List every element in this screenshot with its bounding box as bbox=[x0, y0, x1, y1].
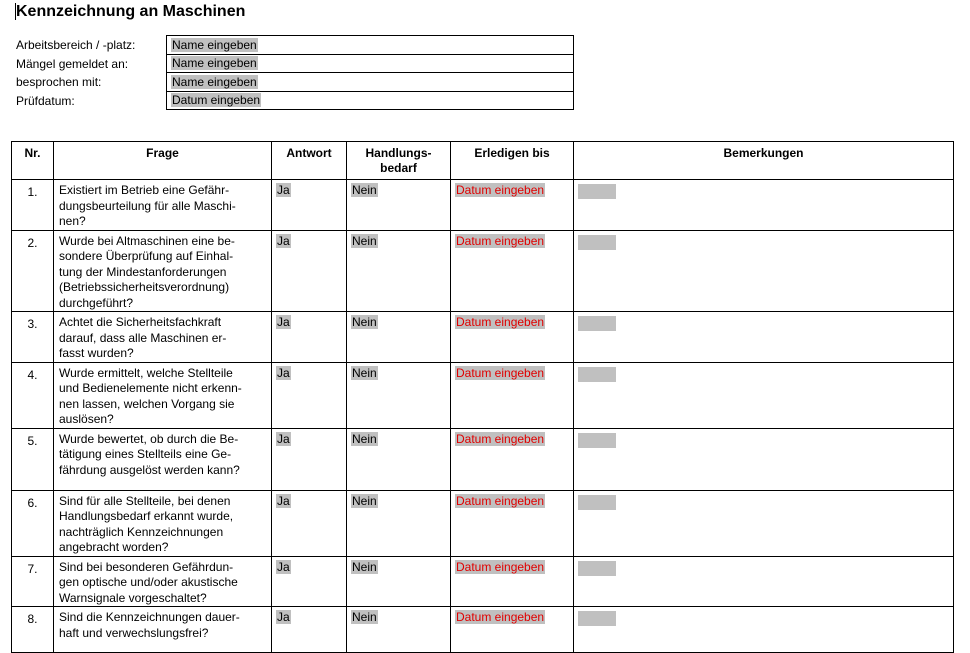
answer-field[interactable]: Ja bbox=[277, 365, 290, 380]
question-line: fasst wurden? bbox=[59, 346, 134, 360]
question-line: Wurde ermittelt, welche Stellteile bbox=[59, 365, 233, 380]
remarks-field[interactable] bbox=[578, 316, 616, 331]
question-line: und Bedienelemente nicht erkenn- bbox=[59, 381, 242, 395]
row-number: 8. bbox=[12, 607, 54, 653]
due-date-field[interactable]: Datum eingeben bbox=[456, 493, 545, 508]
question-line: Wurde bewertet, ob durch die Be- bbox=[59, 431, 239, 446]
question-line: darauf, dass alle Maschinen er- bbox=[59, 330, 227, 345]
question-line: nen lassen, welchen Vorgang sie bbox=[59, 396, 235, 411]
header-bemerkungen: Bemerkungen bbox=[574, 142, 954, 180]
row-number: 4. bbox=[12, 362, 54, 428]
besprochen-mit-field[interactable]: Name eingeben bbox=[172, 74, 257, 89]
header-antwort: Antwort bbox=[272, 142, 347, 180]
row-number: 6. bbox=[12, 490, 54, 556]
remarks-field[interactable] bbox=[578, 367, 616, 382]
answer-field[interactable]: Ja bbox=[277, 233, 290, 248]
question-cell bbox=[54, 362, 272, 428]
answer-field[interactable]: Ja bbox=[277, 183, 290, 197]
table-row bbox=[12, 428, 954, 490]
remarks-field[interactable] bbox=[578, 495, 616, 510]
answer-field[interactable]: Ja bbox=[277, 315, 290, 329]
row-number: 5. bbox=[12, 428, 54, 490]
question-cell bbox=[54, 490, 272, 556]
question-line: Achtet die Sicherheitsfachkraft bbox=[59, 315, 222, 329]
due-date-field[interactable]: Datum eingeben bbox=[456, 559, 545, 574]
header-frage: Frage bbox=[54, 142, 272, 180]
question-line: durchgeführt? bbox=[59, 295, 134, 310]
due-date-field[interactable]: Datum eingeben bbox=[456, 431, 545, 446]
action-needed-field[interactable]: Nein bbox=[352, 610, 377, 624]
action-needed-field[interactable]: Nein bbox=[352, 365, 377, 380]
table-row bbox=[12, 556, 954, 607]
table-row bbox=[12, 362, 954, 428]
row-number: 2. bbox=[12, 230, 54, 312]
question-line: (Betriebssicherheitsverordnung) bbox=[59, 280, 230, 294]
arbeitsbereich-field[interactable]: Name eingeben bbox=[172, 37, 257, 52]
question-line: Handlungsbedarf erkannt wurde, bbox=[59, 509, 234, 523]
page-title: Kennzeichnung an Maschinen bbox=[16, 3, 246, 20]
question-line: dungsbeurteilung für alle Maschi- bbox=[59, 198, 236, 213]
due-date-field[interactable]: Datum eingeben bbox=[456, 183, 545, 197]
header-erledigen-bis: Erledigen bis bbox=[451, 142, 574, 180]
row-number: 1. bbox=[12, 180, 54, 231]
info-labels bbox=[16, 38, 135, 112]
table-row bbox=[12, 312, 954, 363]
due-date-field[interactable]: Datum eingeben bbox=[456, 233, 545, 248]
remarks-field[interactable] bbox=[578, 611, 616, 626]
maengel-gemeldet-field[interactable]: Name eingeben bbox=[172, 56, 257, 71]
question-cell bbox=[54, 428, 272, 490]
table-row bbox=[12, 230, 954, 312]
info-label-maengel: Mängel gemeldet an: bbox=[16, 56, 129, 71]
question-cell bbox=[54, 556, 272, 607]
question-line: nachträglich Kennzeichnungen bbox=[59, 524, 224, 539]
due-date-field[interactable]: Datum eingeben bbox=[456, 365, 545, 380]
question-line: haft und verwechslungsfrei? bbox=[59, 625, 209, 640]
question-line: Sind bei besonderen Gefährdun- bbox=[59, 559, 234, 574]
info-label-arbeitsbereich: Arbeitsbereich / -platz: bbox=[16, 38, 136, 52]
action-needed-field[interactable]: Nein bbox=[352, 315, 377, 329]
remarks-field[interactable] bbox=[578, 561, 616, 576]
question-line: Warnsignale vorgeschaltet? bbox=[59, 590, 207, 605]
answer-field[interactable]: Ja bbox=[277, 559, 290, 574]
table-row bbox=[12, 490, 954, 556]
row-number: 7. bbox=[12, 556, 54, 607]
action-needed-field[interactable]: Nein bbox=[352, 493, 377, 508]
table-row bbox=[12, 607, 954, 653]
question-line: sondere Überprüfung auf Einhal- bbox=[59, 249, 234, 263]
due-date-field[interactable]: Datum eingeben bbox=[456, 315, 545, 329]
header-nr: Nr. bbox=[12, 142, 54, 180]
header-handlungsbedarf bbox=[347, 142, 451, 180]
question-line: tätigung eines Stellteils eine Ge- bbox=[59, 447, 232, 461]
question-cell bbox=[54, 230, 272, 312]
question-line: auslösen? bbox=[59, 412, 114, 426]
row-number: 3. bbox=[12, 312, 54, 363]
answer-field[interactable]: Ja bbox=[277, 610, 290, 624]
question-line: Wurde bei Altmaschinen eine be- bbox=[59, 233, 235, 248]
table-row bbox=[12, 180, 954, 231]
remarks-field[interactable] bbox=[578, 235, 616, 250]
question-line: gen optische und/oder akustische bbox=[59, 575, 238, 589]
checklist-table bbox=[11, 141, 954, 653]
question-cell bbox=[54, 312, 272, 363]
question-line: angebracht worden? bbox=[59, 540, 169, 554]
action-needed-field[interactable]: Nein bbox=[352, 233, 377, 248]
remarks-field[interactable] bbox=[578, 184, 616, 199]
answer-field[interactable]: Ja bbox=[277, 431, 290, 446]
header-handlungsbedarf-line2: bedarf bbox=[380, 161, 417, 175]
pruefdatum-field[interactable]: Datum eingeben bbox=[172, 93, 261, 108]
question-cell bbox=[54, 180, 272, 231]
info-label-pruefdatum: Prüfdatum: bbox=[16, 93, 75, 108]
question-line: tung der Mindestanforderungen bbox=[59, 264, 227, 279]
info-table bbox=[166, 35, 574, 110]
action-needed-field[interactable]: Nein bbox=[352, 183, 377, 197]
question-line: fährdung ausgelöst werden kann? bbox=[59, 462, 240, 477]
question-line: Sind für alle Stellteile, bei denen bbox=[59, 493, 231, 508]
info-label-besprochen: besprochen mit: bbox=[16, 75, 102, 89]
question-line: Sind die Kennzeichnungen dauer- bbox=[59, 610, 240, 624]
due-date-field[interactable]: Datum eingeben bbox=[456, 610, 545, 624]
question-line: nen? bbox=[59, 214, 86, 228]
question-line: Existiert im Betrieb eine Gefähr- bbox=[59, 183, 230, 197]
question-cell bbox=[54, 607, 272, 653]
remarks-field[interactable] bbox=[578, 433, 616, 448]
action-needed-field[interactable]: Nein bbox=[352, 431, 377, 446]
answer-field[interactable]: Ja bbox=[277, 493, 290, 508]
header-handlungsbedarf-line1: Handlungs- bbox=[365, 146, 432, 160]
action-needed-field[interactable]: Nein bbox=[352, 559, 377, 574]
